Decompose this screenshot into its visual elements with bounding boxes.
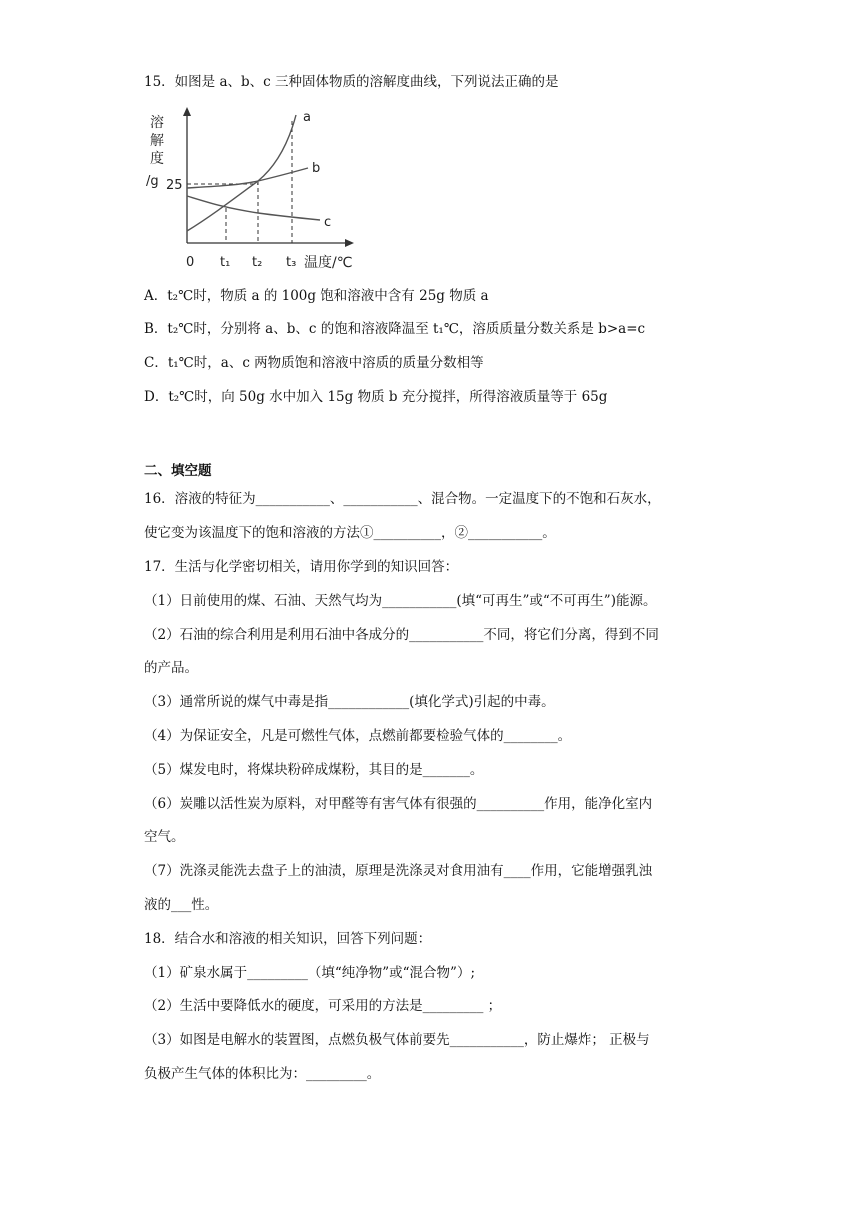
x-axis-arrow: [345, 239, 354, 247]
question-16-line-2: 使它变为该温度下的饱和溶液的方法①__________，②___________。: [144, 525, 556, 541]
question-17-part-5: （5）煤发电时，将煤块粉碎成煤粉，其目的是_______。: [144, 762, 484, 778]
option-b: B．t₂℃时，分别将 a、b、c 的饱和溶液降温至 t₁℃，溶质质量分数关系是 b>a=c: [144, 321, 646, 337]
question-17-part-1: （1）日前使用的煤、石油、天然气均为___________(填“可再生”或“不可再生”)能源。: [144, 593, 657, 609]
section-title: 二、填空题: [144, 463, 212, 479]
question-17-part-2a: （2）石油的综合利用是利用石油中各成分的___________不同，将它们分离，得到不同: [144, 627, 659, 643]
solubility-curve-chart: [140, 105, 370, 275]
question-17-part-2b: 的产品。: [144, 660, 198, 676]
option-c: C．t₁℃时，a、c 两物质饱和溶液中溶质的质量分数相等: [144, 355, 484, 371]
origin-label: 0: [186, 255, 195, 270]
question-18-part-2: （2）生活中要降低水的硬度，可采用的方法是_________ ；: [144, 998, 502, 1014]
x-axis-label: 温度/℃: [304, 255, 353, 271]
y-tick-25: 25: [166, 178, 183, 193]
option-d: D．t₂℃时，向 50g 水中加入 15g 物质 b 充分搅拌，所得溶液质量等于 65g: [144, 389, 608, 405]
question-15-stem: 15．如图是 a、b、c 三种固体物质的溶解度曲线，下列说法正确的是: [144, 74, 559, 90]
series-label-c: c: [324, 215, 332, 230]
question-17-part-6b: 空气。: [144, 829, 185, 845]
question-17-stem: 17．生活与化学密切相关，请用你学到的知识回答：: [144, 559, 459, 575]
question-17-part-4: （4）为保证安全，凡是可燃性气体，点燃前都要检验气体的________。: [144, 728, 572, 744]
x-tick-t2: t₂: [252, 255, 263, 270]
question-17-part-6a: （6）炭雕以活性炭为原料，对甲醛等有害气体有很强的__________作用，能净化室内: [144, 796, 653, 812]
y-axis-label-2: 解: [150, 133, 164, 149]
x-tick-t1: t₁: [220, 255, 231, 270]
curve-c: [187, 196, 320, 220]
series-label-a: a: [303, 110, 311, 125]
option-a: A．t₂℃时，物质 a 的 100g 饱和溶液中含有 25g 物质 a: [144, 288, 489, 304]
x-tick-t3: t₃: [286, 255, 297, 270]
curve-b: [187, 168, 308, 188]
series-label-b: b: [312, 161, 321, 176]
question-17-part-7b: 液的___性。: [144, 897, 219, 913]
question-16-line-1: 16．溶液的特征为___________、___________、混合物。一定温度下的不饱和石灰水，: [144, 491, 661, 507]
y-axis-label-4: /g: [146, 174, 159, 189]
y-axis-label-3: 度: [150, 151, 164, 167]
question-18-part-3b: 负极产生气体的体积比为：_________。: [144, 1066, 381, 1082]
curve-a: [187, 115, 296, 231]
question-18-part-3a: （3）如图是电解水的装置图，点燃负极气体前要先___________，防止爆炸； 正极与: [144, 1032, 650, 1048]
question-18-part-1: （1）矿泉水属于_________（填“纯净物”或“混合物”）;: [144, 965, 475, 981]
question-17-part-7a: （7）洗涤灵能洗去盘子上的油渍，原理是洗涤灵对食用油有____作用，它能增强乳浊: [144, 863, 653, 879]
question-17-part-3: （3）通常所说的煤气中毒是指____________(填化学式)引起的中毒。: [144, 694, 555, 710]
y-axis-arrow: [183, 107, 191, 116]
question-18-stem: 18．结合水和溶液的相关知识，回答下列问题：: [144, 931, 432, 947]
y-axis-label-1: 溶: [150, 115, 164, 131]
